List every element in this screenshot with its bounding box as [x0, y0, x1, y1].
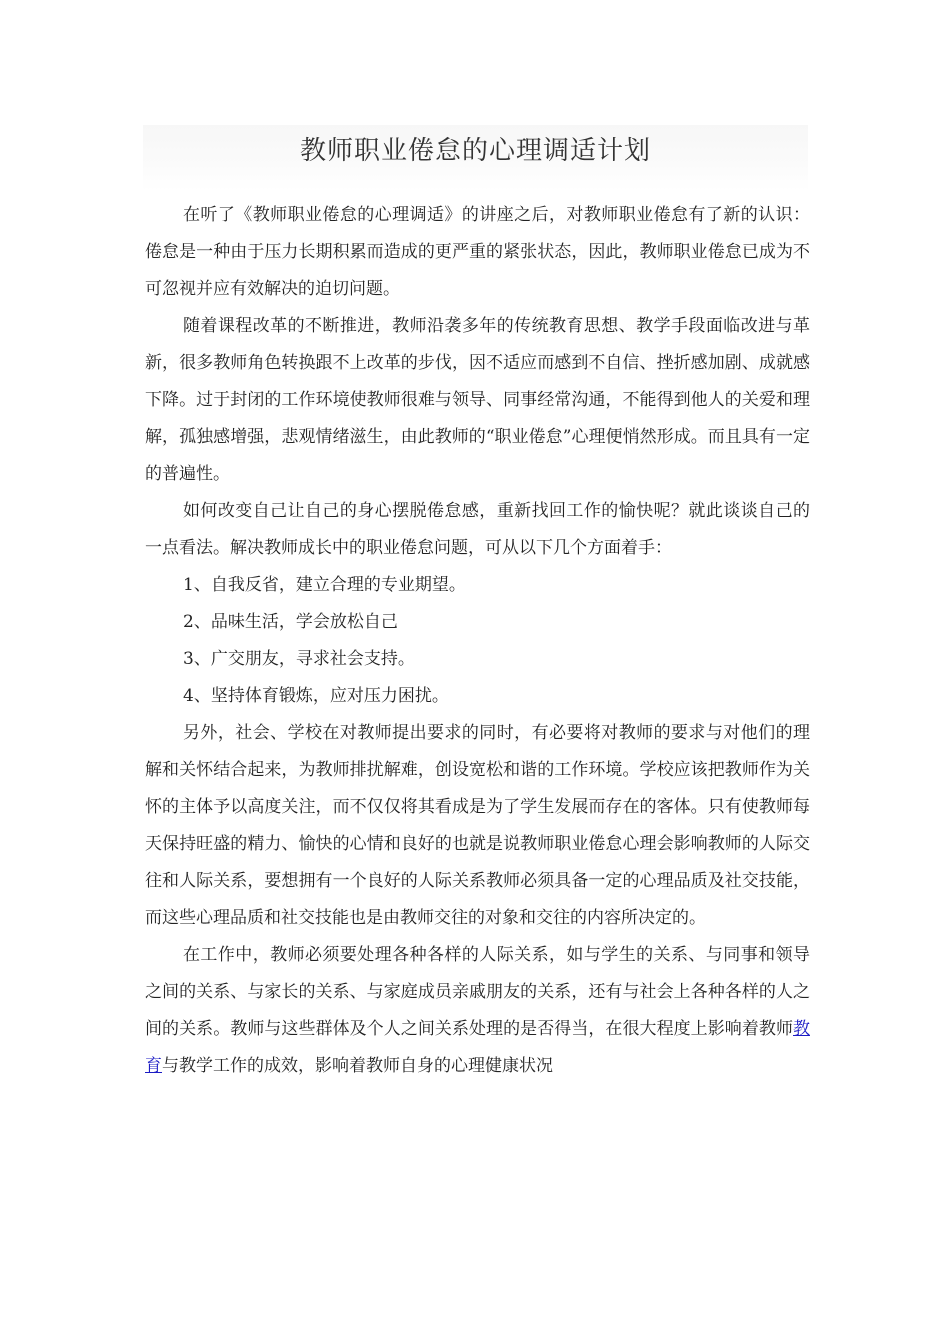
- list-item: 1、自我反省，建立合理的专业期望。: [183, 575, 466, 595]
- paragraph-society-school: 另外，社会、学校在对教师提出要求的同时，有必要将对教师的要求与对他们的理解和关怀结合起来，为教师排扰解难，创设宽松和谐的工作环境。学校应该把教师作为关怀的主体予以高度关注，而不仅仅将其看成是为了学生发展而存在的客体。只有使教师每天保持旺盛的精力、愉快的心情和良好的也就是说教师职业倦怠心理会影响教师的人际交往和人际关系，要想拥有一个良好的人际关系教师必须具备一定的心理品质及社交技能，而这些心理品质和社交技能也是由教师交往的对象和交往的内容所决定的。: [145, 723, 810, 928]
- list-item: 3、广交朋友，寻求社会支持。: [183, 649, 415, 669]
- document-title: 教师职业倦怠的心理调适计划: [299, 136, 651, 166]
- list-item: 4、坚持体育锻炼，应对压力困扰。: [183, 686, 449, 706]
- paragraph-how-to-change: 如何改变自己让自己的身心摆脱倦怠感，重新找回工作的愉快呢？就此谈谈自己的一点看法。解决教师成长中的职业倦怠问题，可从以下几个方面着手：: [145, 501, 810, 558]
- paragraph-relationships-text: 在工作中，教师必须要处理各种各样的人际关系，如与学生的关系、与同事和领导之间的关系、与家长的关系、与家庭成员亲戚朋友的关系，还有与社会上各种各样的人之间的关系。教师与这些群体及个人之间关系处理的是否得当，在很大程度上影响着教师: [145, 945, 810, 1039]
- paragraph-intro: 在听了《教师职业倦怠的心理调适》的讲座之后，对教师职业倦怠有了新的认识：倦怠是一种由于压力长期积累而造成的更严重的紧张状态，因此，教师职业倦怠已成为不可忽视并应有效解决的迫切问题。: [145, 205, 810, 299]
- paragraph-relationships-text-end: 与教学工作的成效，影响着教师自身的心理健康状况: [162, 1056, 553, 1076]
- paragraph-reform: 随着课程改革的不断推进，教师沿袭多年的传统教育思想、教学手段面临改进与革新，很多教师角色转换跟不上改革的步伐，因不适应而感到不自信、挫折感加剧、成就感下降。过于封闭的工作环境使教师很难与领导、同事经常沟通，不能得到他人的关爱和理解，孤独感增强，悲观情绪滋生，由此教师的“职业倦怠”心理便悄然形成。而且具有一定的普遍性。: [145, 316, 810, 484]
- paragraph-relationships: [145, 937, 810, 1085]
- document-body: [145, 197, 810, 1085]
- list-item: 2、品味生活，学会放松自己: [183, 612, 398, 632]
- education-link[interactable]: 教育: [145, 1019, 810, 1076]
